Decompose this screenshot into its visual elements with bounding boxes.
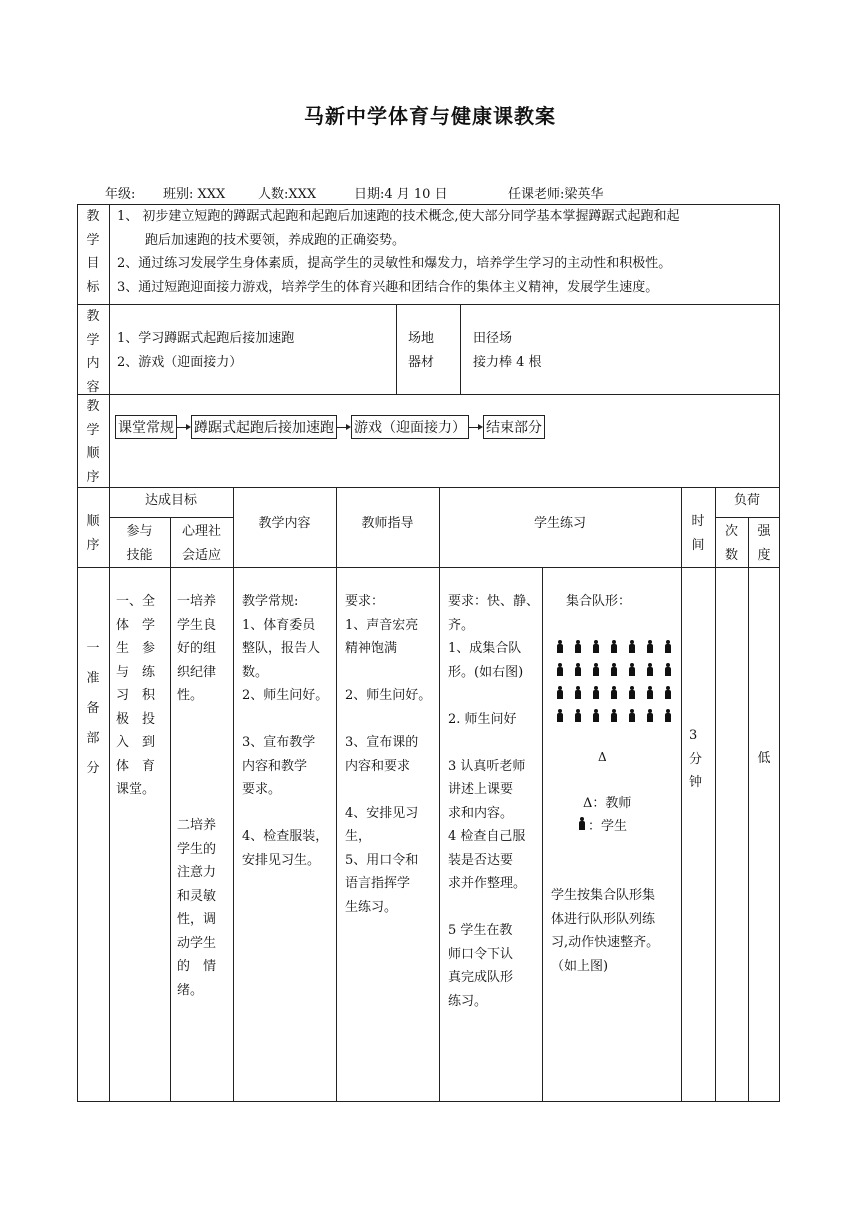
text-line: 生， (345, 829, 372, 844)
text-line: 性。 (177, 688, 204, 703)
header-char: 强 (757, 524, 771, 539)
student-icon (556, 709, 564, 722)
text-line: 4 检查自己服 (448, 829, 526, 844)
text-line: 形。(如右图) (448, 664, 524, 680)
header-order (80, 510, 106, 557)
venue-labels (408, 327, 434, 374)
venue-value: 田径场 (473, 331, 513, 346)
text-line: 体 育 (116, 758, 156, 774)
header-line: 技能 (126, 547, 153, 563)
col-divider (233, 487, 234, 1101)
student-icon (628, 709, 636, 722)
content-item-2: 2、游戏（迎面接力） (117, 354, 243, 370)
spacer (448, 896, 540, 920)
label-char: 序 (86, 469, 100, 485)
text-line: 与 练 (116, 664, 156, 680)
student-icon (578, 817, 586, 830)
header-participation (109, 520, 170, 567)
text-line: 学生按集合队形集 (551, 888, 656, 903)
student-icon (610, 663, 618, 676)
people-count: 人数:XXX (258, 187, 317, 202)
order-char: 准 (86, 671, 100, 686)
text-line: 整队，报告人 (242, 641, 321, 656)
equipment-label: 器材 (408, 354, 435, 370)
header-load: 负荷 (733, 493, 760, 508)
formation-row (556, 686, 682, 709)
arrow-right-icon (337, 421, 351, 433)
goals-label (80, 205, 106, 299)
label-char: 标 (86, 279, 100, 295)
label-char: 目 (86, 256, 100, 271)
text-line: 装是否达要 (448, 852, 514, 868)
student-icon (592, 709, 600, 722)
header-char: 次 (724, 524, 738, 539)
equipment-value: 接力棒 4 根 (473, 354, 542, 370)
text-line: 3 (689, 728, 698, 743)
grade-field: 年级: (105, 187, 136, 202)
text-line: 4、安排见习 (345, 805, 419, 821)
student-icon (628, 663, 636, 676)
row-divider (78, 304, 779, 305)
header-char: 度 (757, 547, 771, 563)
text-line: 学生良 (177, 617, 217, 633)
text-line: 师口令下认 (448, 946, 514, 962)
row-divider (78, 567, 779, 568)
text-line: 真完成队形 (448, 970, 514, 985)
text-line: 二培养 (177, 818, 217, 833)
header-goal: 达成目标 (144, 493, 197, 508)
label-char: 容 (86, 379, 100, 395)
student-icon (664, 709, 672, 722)
text-line: 要求。 (242, 782, 282, 797)
text-line: 数。 (242, 664, 269, 680)
text-line: 2、师生问好。 (242, 688, 329, 703)
order-char: 部 (86, 731, 100, 746)
text-line: 内容和要求 (345, 758, 411, 774)
goal-item-3: 3、通过短跑迎面接力游戏，培养学生的体育兴趣和团结合作的集体主义精神，发展学生速度。 (117, 279, 659, 295)
text-line: 入 到 (116, 735, 156, 750)
text-line: 分 (689, 751, 703, 767)
student-icon (628, 640, 636, 653)
student-icon (628, 686, 636, 699)
arrow-right-icon (469, 421, 483, 433)
text-line: 5 学生在教 (448, 923, 513, 938)
label-char: 教 (86, 309, 100, 324)
venue-values (473, 327, 542, 374)
row-divider (78, 487, 779, 488)
header-psychology (170, 520, 233, 567)
student-icon (556, 663, 564, 676)
text-line: 习,动作快速整齐。 (551, 935, 660, 950)
header-teacher-guide: 教师指导 (361, 516, 414, 531)
date-field: 日期:4 月 10 日 (354, 187, 448, 202)
subheader-divider (715, 517, 779, 518)
header-teaching-content: 教学内容 (258, 516, 311, 531)
header-char: 序 (86, 537, 100, 553)
text-line: 好的组 (177, 641, 217, 656)
header-line: 会适应 (181, 547, 221, 563)
teacher-guide-text (345, 590, 437, 919)
order-char: 一 (86, 641, 100, 656)
text-line: 学生的 (177, 841, 217, 857)
student-icon (610, 686, 618, 699)
header-line: 心理社 (181, 524, 221, 539)
text-line: 织纪律 (177, 664, 217, 680)
text-line: 动学生 (177, 935, 217, 951)
spacer (345, 661, 437, 685)
label-char: 学 (86, 332, 100, 348)
col-divider (170, 517, 171, 1101)
spacer (448, 731, 540, 755)
student-icon (592, 686, 600, 699)
text-line: 1、成集合队 (448, 641, 522, 656)
header-time (681, 510, 715, 557)
label-char: 学 (86, 422, 100, 438)
text-line: 2、师生问好。 (345, 688, 432, 703)
student-icon (556, 640, 564, 653)
label-char: 内 (86, 356, 100, 371)
text-line: 练习。 (448, 993, 488, 1009)
text-line: 4、检查服装， (242, 829, 329, 844)
col-divider (715, 487, 716, 1101)
col-divider (681, 487, 682, 1101)
student-icon (646, 663, 654, 676)
student-icon (646, 640, 654, 653)
spacer (345, 708, 437, 732)
sequence-flow (115, 415, 545, 439)
text-line: 齐。 (448, 617, 475, 633)
subheader-divider (109, 517, 233, 518)
header-count (715, 520, 748, 567)
legend-student-label: ：学生 (588, 819, 628, 834)
text-line: 要求：快、静、 (448, 594, 540, 609)
student-icon (664, 640, 672, 653)
teaching-content-text (242, 590, 334, 872)
student-icon (646, 686, 654, 699)
formation-row (556, 663, 682, 686)
content-label (80, 305, 106, 399)
spacer (448, 684, 540, 708)
content-item-1: 1、学习蹲踞式起跑后接加速跑 (117, 331, 295, 346)
text-line: 性，调 (177, 912, 217, 927)
student-icon (574, 709, 582, 722)
text-line: 习 积 (116, 688, 156, 703)
spacer (345, 778, 437, 802)
spacer (242, 708, 334, 732)
text-line: 极 投 (116, 711, 156, 727)
text-line: 3 认真听老师 (448, 758, 526, 774)
text-line: 3、宣布教学 (242, 735, 316, 750)
text-line: 要求： (345, 594, 385, 609)
text-line: 一、全 (116, 594, 156, 609)
psychology-text-1 (177, 590, 227, 708)
text-line: 一培养 (177, 594, 217, 609)
header-line: 参与 (126, 524, 153, 539)
text-line: 5、用口令和 (345, 852, 419, 868)
header-char: 顺 (86, 514, 100, 529)
teacher-field: 任课老师:梁英华 (508, 187, 604, 202)
col-divider (542, 567, 543, 1101)
header-student-practice: 学生练习 (533, 516, 586, 531)
intensity-value: 低 (757, 751, 771, 766)
legend-teacher: Δ：教师 (583, 796, 632, 811)
text-line: 3、宣布课的 (345, 735, 419, 750)
sequence-step: 结束部分 (483, 415, 545, 439)
student-icon (664, 686, 672, 699)
student-icon (610, 709, 618, 722)
formation-note (551, 884, 659, 978)
formation-title: 集合队形： (566, 594, 632, 609)
sequence-step: 课堂常规 (115, 415, 177, 439)
student-icon (592, 640, 600, 653)
student-icon (664, 663, 672, 676)
header-char: 间 (691, 537, 705, 553)
label-char: 教 (86, 399, 100, 414)
student-icon (646, 709, 654, 722)
text-line: 讲述上课要 (448, 782, 514, 797)
text-line: 求和内容。 (448, 805, 514, 821)
venue-label: 场地 (408, 331, 435, 346)
text-line: 精神饱满 (345, 641, 398, 656)
student-requirements-text (448, 590, 540, 1013)
goal-item-1: 1、 初步建立短跑的蹲踞式起跑和起跑后加速跑的技术概念,使大部分同学基本掌握蹲踞式起跑和起 (117, 209, 680, 224)
text-line: 生 参 (116, 641, 156, 656)
order-char: 分 (86, 761, 100, 776)
student-icon (574, 686, 582, 699)
legend-student (578, 815, 627, 839)
text-line: 内容和教学 (242, 758, 308, 774)
goal-item-2: 2、通过练习发展学生身体素质，提高学生的灵敏性和爆发力，培养学生学习的主动性和积极性。 (117, 256, 672, 271)
col-divider (109, 487, 110, 1101)
text-line: 1、声音宏亮 (345, 617, 419, 633)
spacer (242, 802, 334, 826)
student-icon (610, 640, 618, 653)
text-line: 钟 (689, 775, 703, 790)
page-title: 马新中学体育与健康课教案 (304, 104, 556, 128)
text-line: 生练习。 (345, 899, 398, 915)
student-icon (574, 640, 582, 653)
text-line: 课堂。 (116, 782, 156, 797)
sequence-step: 蹲踞式起跑后接加速跑 (191, 415, 337, 439)
text-line: 和灵敏 (177, 888, 217, 904)
text-line: 注意力 (177, 865, 217, 880)
text-line: 1、体育委员 (242, 617, 316, 633)
header-char: 时 (691, 514, 705, 529)
goals-text (117, 205, 777, 299)
order-char: 备 (86, 701, 100, 716)
text-line: 体 学 (116, 617, 156, 633)
text-line: （如上图) (551, 958, 609, 974)
label-char: 学 (86, 232, 100, 248)
text-line: 安排见习生。 (242, 852, 321, 868)
text-line: 2. 师生问好 (448, 711, 517, 727)
text-line: 体进行队形队列练 (551, 911, 656, 927)
psychology-text-2 (177, 814, 227, 1002)
col-divider (439, 487, 440, 1101)
col-divider (336, 487, 337, 1101)
venue-divider (460, 304, 461, 394)
student-icon (574, 663, 582, 676)
label-char: 教 (86, 209, 100, 224)
participation-text (116, 590, 162, 802)
content-divider (396, 304, 397, 394)
student-icon (556, 686, 564, 699)
arrow-right-icon (177, 421, 191, 433)
text-line: 语言指挥学 (345, 876, 411, 891)
text-line: 绪。 (177, 982, 204, 998)
goal-item-1-cont: 跑后加速跑的技术要领，养成跑的正确姿势。 (145, 232, 406, 248)
teacher-position-icon: Δ (598, 750, 607, 764)
formation-row (556, 709, 682, 732)
sequence-step: 游戏（迎面接力） (351, 415, 469, 439)
time-value (689, 724, 709, 795)
header-char: 数 (724, 547, 738, 563)
text-line: 教学常规: (242, 594, 299, 609)
student-icon (592, 663, 600, 676)
label-char: 顺 (86, 446, 100, 461)
col-divider (748, 517, 749, 1101)
content-list (117, 327, 294, 374)
section-order (80, 634, 106, 784)
sequence-label (80, 395, 106, 489)
text-line: 的 情 (177, 959, 217, 974)
formation-row (556, 640, 682, 663)
header-intensity (748, 520, 780, 567)
row-divider (78, 394, 779, 395)
formation-diagram (556, 640, 682, 732)
text-line: 求并作整理。 (448, 876, 527, 891)
class-field: 班别: XXX (163, 187, 226, 202)
